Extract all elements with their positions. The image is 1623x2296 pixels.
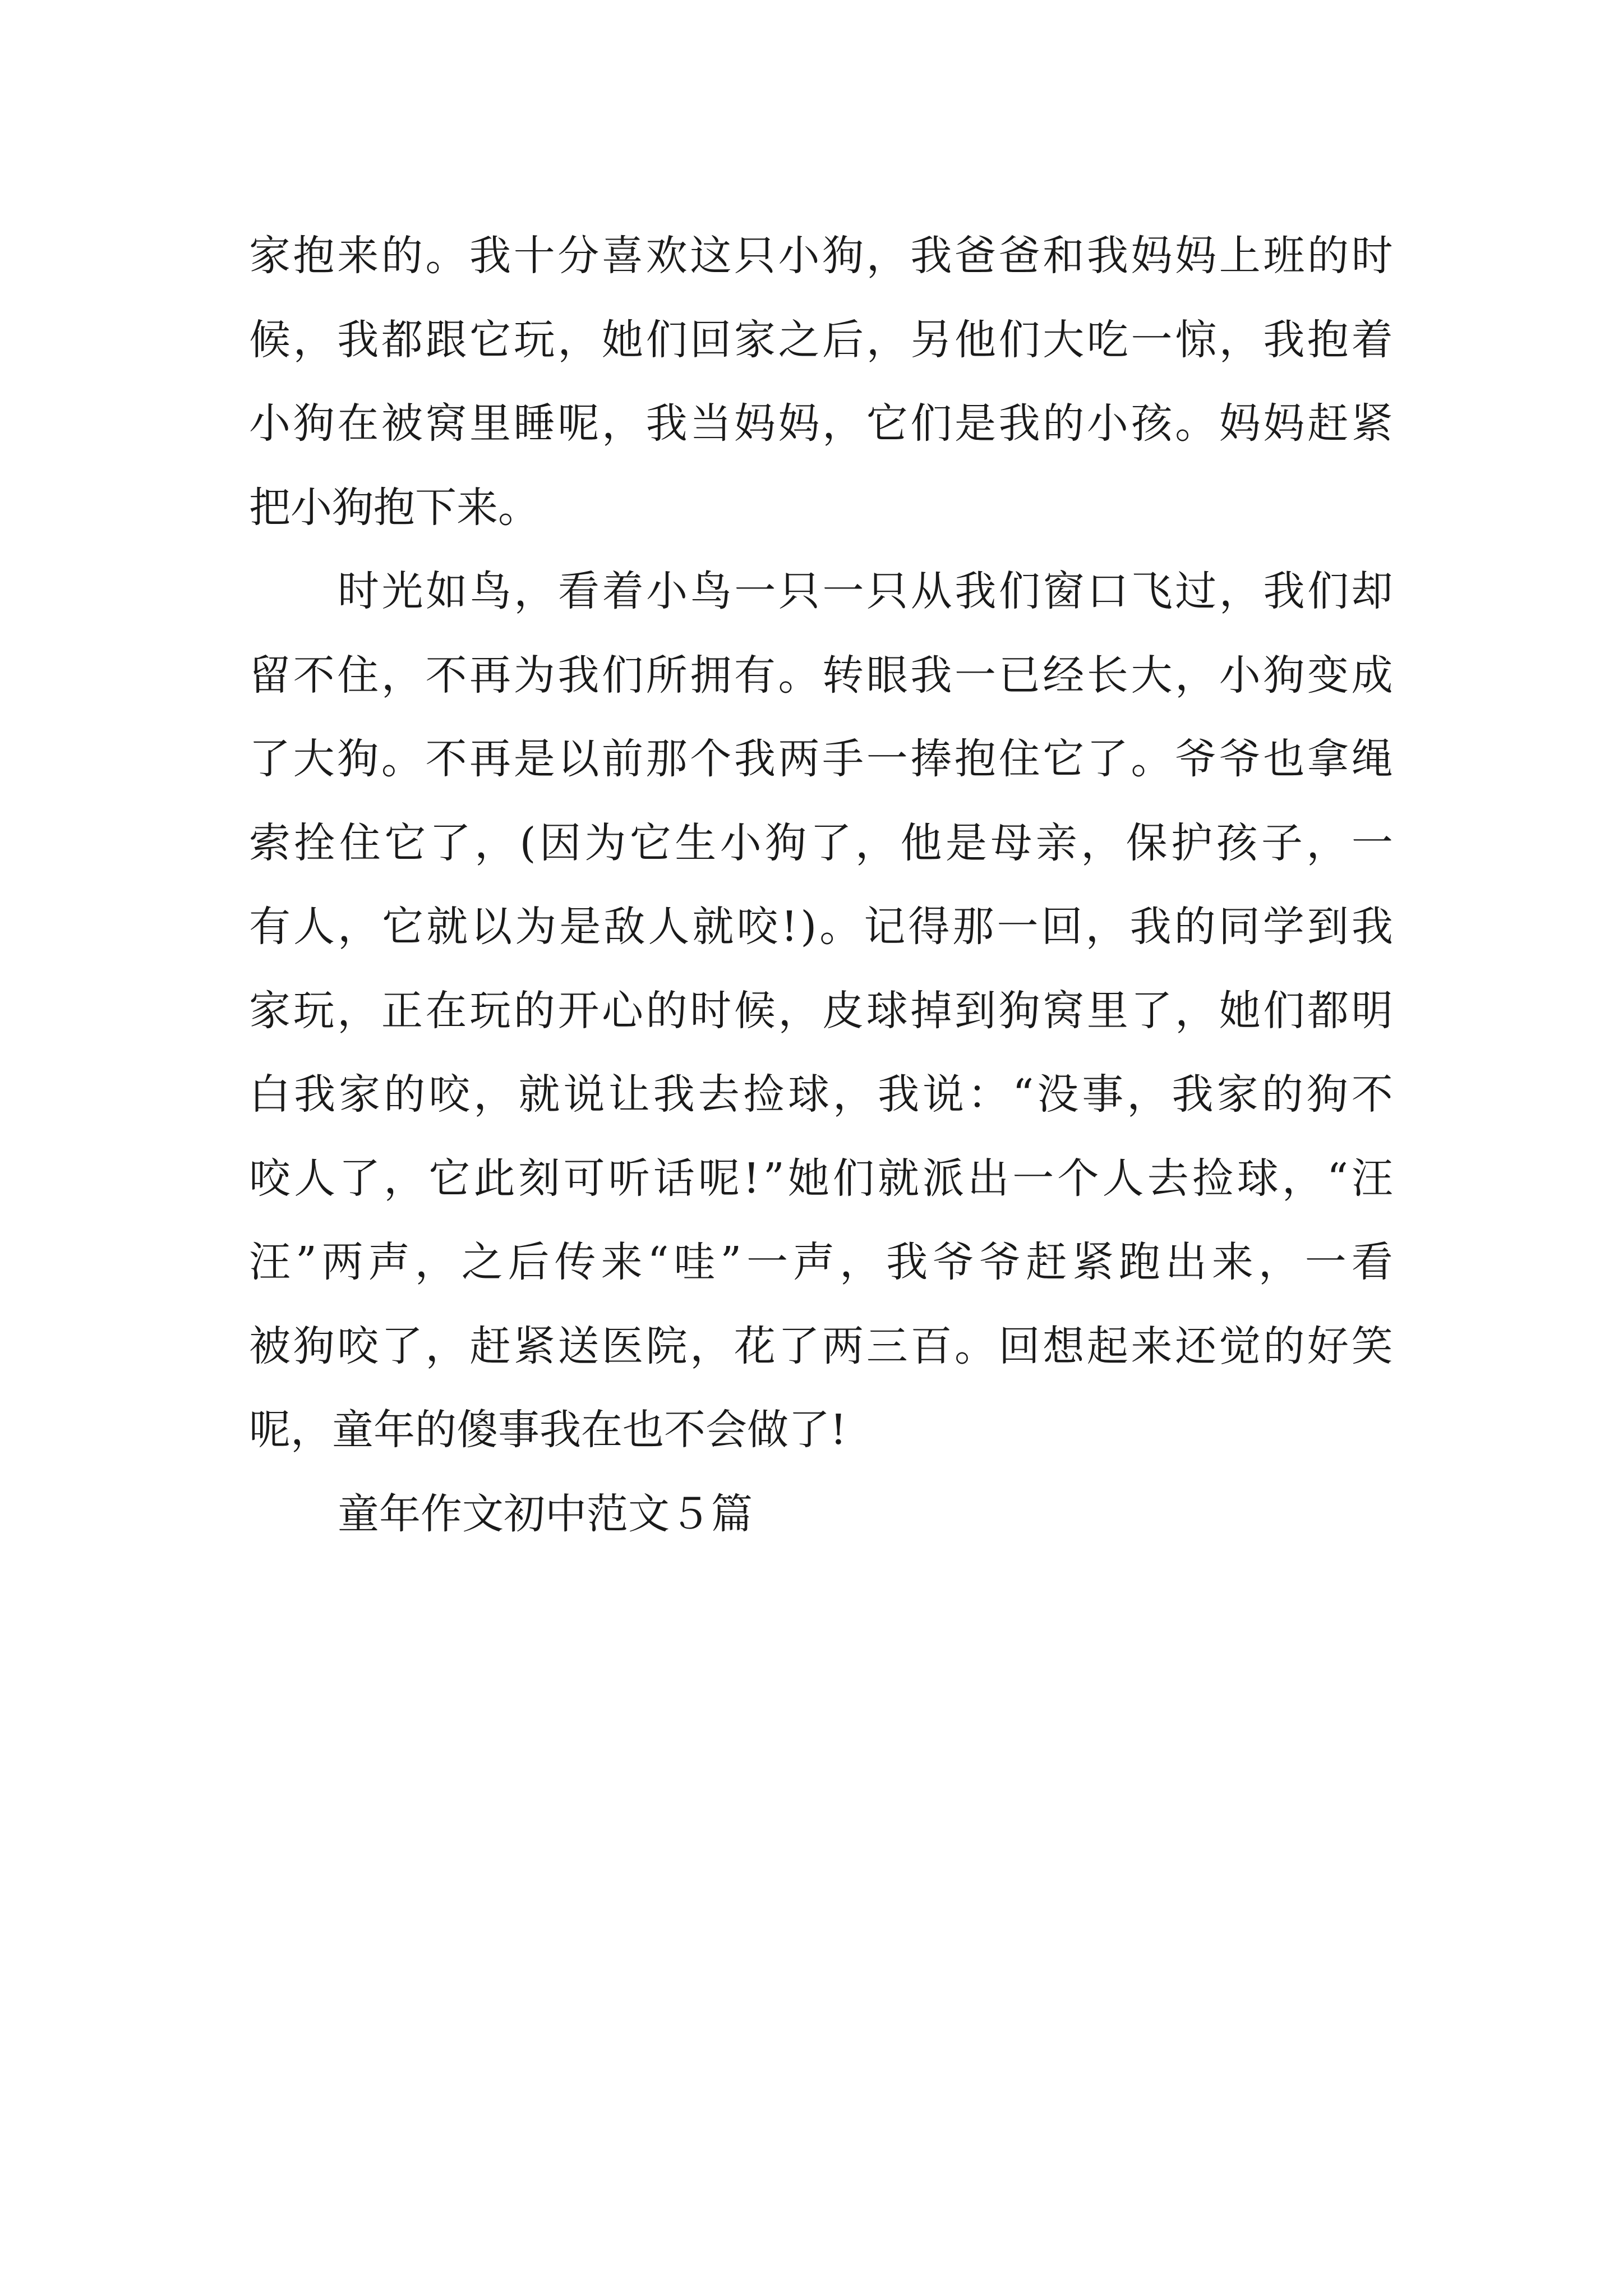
- text-line: 候 ， 我 都 跟 它 玩 ， 她 们 回 家 之 后 ， 另 他 们 大 吃 一 惊 ， 我 抱 着: [249, 315, 1393, 364]
- text-line: 白 我 家 的 咬 ， 就 说 让 我 去 捡 球 ， 我 说 ： “ 没 事 ， 我 家 的 狗 不: [249, 1070, 1393, 1119]
- text-line: 童年作文初中范文５篇: [338, 1489, 753, 1538]
- text-line: 被 狗 咬 了 ， 赶 紧 送 医 院 ， 花 了 两 三 百 。 回 想 起 来 还 觉 的 好 笑: [249, 1322, 1393, 1370]
- text-line: 小 狗 在 被 窝 里 睡 呢 ， 我 当 妈 妈 ， 它 们 是 我 的 小 孩 。 妈 妈 赶 紧: [249, 399, 1393, 448]
- text-line: 时 光 如 鸟 ， 看 着 小 鸟 一 只 一 只 从 我 们 窗 口 飞 过 ， 我 们 却: [338, 567, 1393, 615]
- paragraph: [249, 214, 1393, 550]
- text-line: 把小狗抱下来。: [249, 483, 540, 532]
- text-line: 索 拴 住 它 了 ， ( 因 为 它 生 小 狗 了 ， 他 是 母 亲 ， 保 护 孩 子 ， 一: [249, 818, 1393, 867]
- paragraph: [249, 1473, 1393, 1557]
- text-line: 汪 ” 两 声 ， 之 后 传 来 “ 哇 ” 一 声 ， 我 爷 爷 赶 紧 跑 出 来 ， 一 看: [249, 1238, 1393, 1286]
- text-line: 家 抱 来 的 。 我 十 分 喜 欢 这 只 小 狗 ， 我 爸 爸 和 我 妈 妈 上 班 的 时: [249, 232, 1393, 280]
- text-line: 咬 人 了 ， 它 此 刻 可 听 话 呢 ! ” 她 们 就 派 出 一 个 人 去 捡 球 ， “ 汪: [249, 1154, 1393, 1203]
- text-line: 有 人 ， 它 就 以 为 是 敌 人 就 咬 ! ) 。 记 得 那 一 回 ， 我 的 同 学 到 我: [249, 903, 1393, 951]
- text-line: 家 玩 ， 正 在 玩 的 开 心 的 时 候 ， 皮 球 掉 到 狗 窝 里 了 ， 她 们 都 明: [249, 986, 1393, 1035]
- document-body: [249, 214, 1393, 1556]
- text-line: 留 不 住 ， 不 再 为 我 们 所 拥 有 。 转 眼 我 一 已 经 长 大 ， 小 狗 变 成: [249, 651, 1393, 700]
- text-line: 呢，童年的傻事我在也不会做了!: [249, 1406, 847, 1454]
- paragraph: [249, 550, 1393, 1473]
- text-line: 了 大 狗 。 不 再 是 以 前 那 个 我 两 手 一 捧 抱 住 它 了 。 爷 爷 也 拿 绳: [249, 735, 1393, 783]
